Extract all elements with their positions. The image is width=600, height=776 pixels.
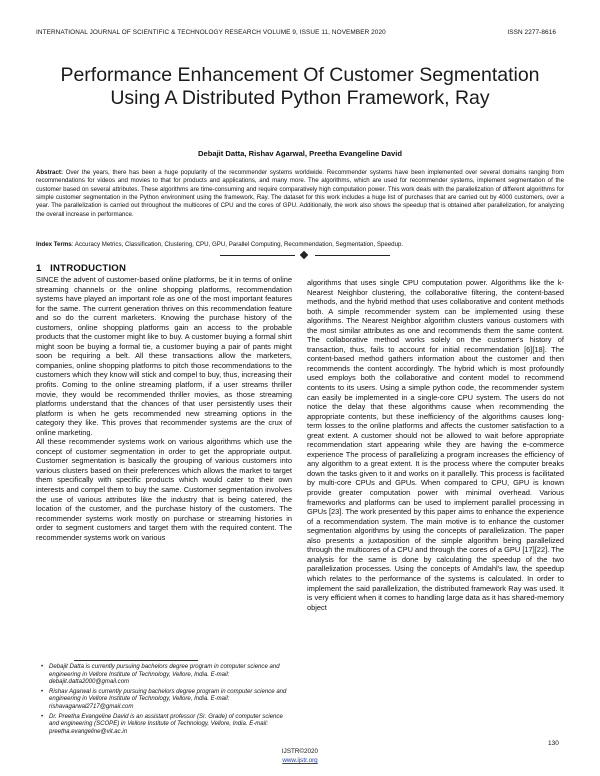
authors: Debajit Datta, Rishav Agarwal, Preetha Evangeline David <box>198 149 402 158</box>
footer-copyright: IJSTR©2020 <box>281 748 319 755</box>
issn: ISSN 2277-8616 <box>507 29 556 36</box>
index-terms-label: Index Terms <box>36 241 72 248</box>
abstract <box>36 169 564 219</box>
journal-url-link[interactable]: www.ijstr.org <box>282 757 318 764</box>
divider-line-left <box>220 255 295 256</box>
footnote-text: Dr. Preetha Evangeline David is an assistant professor (Sr. Grade) of computer science and engineering (SCOPE) in Vellore Institute of Technology, Vellore, India. E-mail: preetha.evangeline@vit.ac.in <box>49 713 283 735</box>
author-footnotes <box>40 664 292 738</box>
journal-header <box>36 29 556 36</box>
section-title: INTRODUCTION <box>50 263 127 274</box>
abstract-label: Abstract: <box>36 169 63 176</box>
intro-paragraph-2: All these recommender systems work on various algorithms which use the concept of customer segmentation in order to get the appropriate output. Customer segmentation is basically the grouping of various customers into various clusters based on their preferences which allows the market to target them specifically with specific products which would cater to their own interests and compel them to buy the same. Customer segmentation involves the use of various attributes like the industry that is being catered, the location of the customer, and the purchase history of the customers. The recommender systems work mostly on purchase or streaming histories in order to segment customers and target them with the required content. The recommender systems work on various <box>36 437 292 542</box>
right-column <box>307 248 564 744</box>
footnote-item <box>40 664 292 687</box>
footnote-text: Debajit Datta is currently pursuing bachelors degree program in computer science and engineering in Vellore Institute of Technology, Vellore, India. E-mail: debajit.datta2000@gmail.com <box>49 664 280 686</box>
page-number: 130 <box>548 740 559 747</box>
section-heading <box>36 263 126 274</box>
paper-title: Performance Enhancement Of Customer Segmentation Using A Distributed Python Framework, Ray <box>60 64 540 109</box>
journal-name: INTERNATIONAL JOURNAL OF SCIENTIFIC & TECHNOLOGY RESEARCH VOLUME 9, ISSUE 11, NOVEMBER 2020 <box>36 29 386 36</box>
left-column <box>36 275 292 656</box>
bullet-icon: • <box>41 688 44 695</box>
footnote-rule <box>74 660 198 661</box>
intro-paragraph-1: SINCE the advent of customer-based online platforms, be it in terms of online streaming channels or the online shopping platforms, recommendation systems have played an important role as one of the most important features for the same. The current generation thrives on this recommendation feature and so do the current marketers. Knowing the purchase history of the customers, online shopping platforms gain an access to the probable products that the customer might like to buy. A customer buying a formal shirt might soon be buying a formal tie, a customer buying a pair of pants might soon be requiring a belt. All these transactions allow the marketers, companies, online shopping platforms to pitch those recommendations to the customers which they know will stick and compel to buy, thus, increasing their profits. Coming to the online streaming platform, if a user streams thriller movie, they would be recommended thriller movies, as those streaming platforms understand that the chances of that user persistently uses their platform is when he gets recommended new streaming options in the category they like. This proves that recommender systems are the crux of online marketing. <box>36 275 292 437</box>
bullet-icon: • <box>41 664 44 670</box>
abstract-text: Over the years, there has been a huge popularity of the recommender systems worldwide. Recommender systems have been implemented over several domains ranging from recommendations for videos and movies to that for products and applications, and many more. The algorithms, which are used for recommender systems, implement segmentation of the customer based on several attributes. These algorithms are time-consuming and require comparatively high computation power. This work deals with the parallelization of different algorithms for simple customer segmentation in the Python environment using the framework, Ray. The dataset for this work includes a huge list of purchases that are carried out by 4000 customers, over a year. The parallelization is carried out throughout the multicores of CPU and the cores of GPU. Additionally, the work also shows the speedup that is obtained after parallelization, for analyzing the overall increase in performance. <box>36 169 564 218</box>
footnote-item <box>40 714 292 737</box>
footnote-text: Rishav Agarwal is currently pursuing bachelors degree program in computer science and engineering in Vellore Institute of Technology, Vellore, India. E-mail: rishavagarwal2717@gmail.com <box>49 688 287 710</box>
index-terms-text: : Accuracy Metrics, Classification, Clustering, CPU, GPU, Parallel Computing, Recommendation, Segmentation, Speedup. <box>71 241 404 248</box>
bullet-icon: • <box>41 713 44 720</box>
section-number: 1 <box>36 263 42 274</box>
intro-paragraph-3: algorithms that uses single CPU computation power. Algorithms like the k-Nearest Neighbor clustering, the collaborative filtering, the content-based methods, and the hybrid method that uses collaborative and content methods both. A simple recommender system can be implemented using these algorithms. The Nearest Neighbor algorithm clusters various customers with the most similar attributes as one and recommends them the same content. The collaborative method works solely on the customer's history of transaction, thus, fails to account for initial recommendation [6][18]. The content-based method gathers information about the customer and then recommends the content accordingly. The hybrid which is most profoundly used employs both the collaborative and content model to recommend contents to its users. Using a simple python code, the recommender system can easily be implemented in a single-core CPU system. The users do not notice the delay that these algorithms cause when recommending the appropriate contents, but these inefficiency of the algorithms causes long-term losses to the online platforms and affects the customer satisfaction to a great extent. A customer should not be allowed to wait before appropriate recommendation start appearing while they are having the e-commerce experience The process of parallelizing a program increases the efficiency of any algorithm to a great extent. It is the process where the computer breaks down the tasks given to it and works on it parallelly. This process is facilitated by multi-core CPUs and GPUs. When compared to CPU, GPU is known provide greater computation power with minimal overhead. Various frameworks and platforms can be used to implement parallel processing in GPUs [23]. The work presented by this paper aims to enhance the experience of a recommendation system. The main motive is to enhance the customer segmentation algorithms by using the concepts of parallelization. The paper also presents a juxtaposition of the simple algorithm being parallelized through the multicores of a CPU and through the cores of a GPU [17][22]. The analysis for the same is done by calculating the speedup of the two parallelization processes. Using the concepts of Amdahl's law, the speedup which relates to the performance of the systems is calculated. In order to implement the said parallelization, the distributed framework Ray was used. It is very efficient when it comes to handling large data as it has shared-memory object <box>307 278 564 612</box>
footnote-item <box>40 689 292 712</box>
